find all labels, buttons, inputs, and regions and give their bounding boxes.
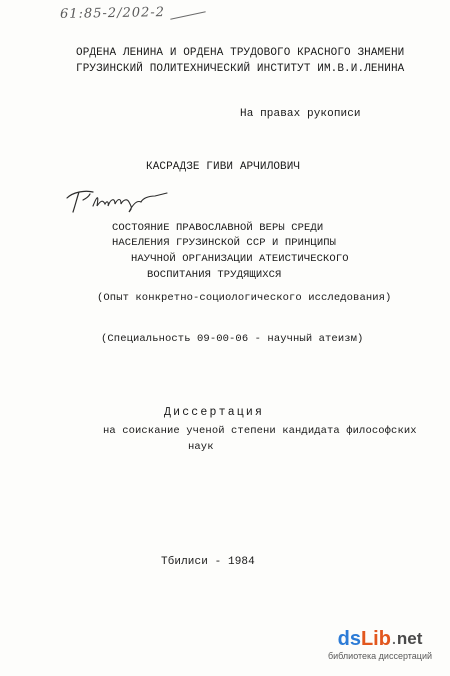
- purpose-line-1: на соискание ученой степени кандидата философских: [103, 425, 417, 437]
- logo-dot: .: [391, 631, 396, 647]
- logo-ds: ds: [337, 628, 361, 650]
- subtitle: (Опыт конкретно-социологического исследования): [97, 292, 392, 304]
- dslib-logo[interactable]: [338, 628, 423, 650]
- title-line-2: НАСЕЛЕНИЯ ГРУЗИНСКОЙ ССР И ПРИНЦИПЫ: [112, 237, 337, 249]
- title-line-3: НАУЧНОЙ ОРГАНИЗАЦИИ АТЕИСТИЧЕСКОГО: [131, 253, 349, 265]
- archive-handwritten-mark: 61:85-2/202-2: [59, 5, 166, 22]
- author-name: КАСРАДЗЕ ГИВИ АРЧИЛОВИЧ: [146, 161, 301, 173]
- document-type: Диссертация: [164, 406, 265, 419]
- handwritten-signature: [63, 186, 173, 216]
- title-line-1: СОСТОЯНИЕ ПРАВОСЛАВНОЙ ВЕРЫ СРЕДИ: [112, 222, 324, 234]
- rights-note: На правах рукописи: [240, 108, 361, 120]
- watermark-caption: библиотека диссертаций: [327, 651, 432, 661]
- dslib-watermark[interactable]: [316, 628, 444, 661]
- archive-mark-strike: [170, 11, 205, 19]
- speciality: (Специальность 09-00-06 - научный атеизм): [101, 333, 364, 345]
- logo-lib: Lib: [360, 628, 391, 650]
- place-year: Тбилиси - 1984: [161, 556, 255, 568]
- logo-net: net: [396, 629, 423, 648]
- purpose-line-2: наук: [188, 441, 214, 453]
- title-line-4: ВОСПИТАНИЯ ТРУДЯЩИХСЯ: [147, 269, 282, 281]
- organization-line-2: ГРУЗИНСКИЙ ПОЛИТЕХНИЧЕСКИЙ ИНСТИТУТ ИМ.В.И.ЛЕНИНА: [76, 63, 405, 75]
- organization-line-1: ОРДЕНА ЛЕНИНА И ОРДЕНА ТРУДОВОГО КРАСНОГО ЗНАМЕНИ: [76, 47, 405, 59]
